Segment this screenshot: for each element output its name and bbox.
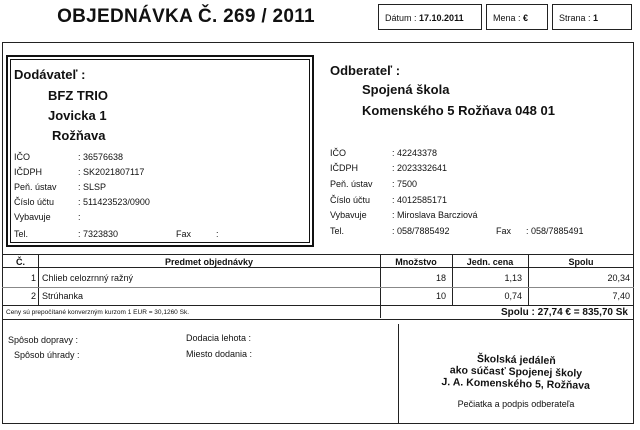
col-header-unit-price: Jedn. cena bbox=[466, 257, 514, 267]
buyer-name: Spojená škola bbox=[362, 82, 450, 97]
row-qty: 10 bbox=[435, 291, 446, 301]
buyer-tel-value: : 058/7885492 bbox=[392, 226, 450, 236]
signature-label: Pečiatka a podpis odberateľa bbox=[457, 399, 575, 409]
supplier-inner-border bbox=[10, 59, 310, 243]
buyer-heading: Odberateľ : bbox=[330, 63, 401, 78]
signature-divider bbox=[398, 324, 399, 424]
date-label: Dátum : bbox=[385, 13, 417, 23]
table-top-line bbox=[2, 254, 634, 255]
row-item: Chlieb celozrnný ražný bbox=[42, 273, 134, 283]
delivery-place-label: Miesto dodania : bbox=[186, 349, 253, 359]
supplier-tel-label: Tel. bbox=[14, 229, 29, 239]
supplier-bank-label: Peň. ústav bbox=[14, 182, 57, 192]
buyer-bank-value: : 7500 bbox=[392, 179, 418, 189]
buyer-icdph-label: IČDPH bbox=[330, 163, 359, 173]
stamp-line-2: ako súčasť Spojenej školy bbox=[449, 364, 583, 380]
row-qty: 18 bbox=[435, 273, 446, 283]
stamp-line-3: J. A. Komenského 5, Rožňava bbox=[441, 376, 591, 392]
supplier-icdph-value: : SK2021807117 bbox=[78, 167, 145, 177]
page-value: 1 bbox=[593, 13, 599, 23]
col-header-qty: Množstvo bbox=[395, 257, 437, 267]
supplier-account-value: : 511423523/0900 bbox=[78, 197, 150, 207]
supplier-ico-label: IČO bbox=[14, 152, 31, 162]
school-stamp bbox=[402, 351, 631, 393]
stamp-line-1: Školská jedáleň bbox=[476, 352, 556, 368]
supplier-bank-value: : SLSP bbox=[78, 182, 107, 192]
buyer-icdph-value: : 2023332641 bbox=[392, 163, 448, 173]
supplier-icdph-label: IČDPH bbox=[14, 167, 43, 177]
exchange-rate-note: Ceny sú prepočítané konverzným kurzom 1 EUR = 30,1260 Sk. bbox=[6, 309, 189, 316]
supplier-street: Jovicka 1 bbox=[48, 108, 107, 123]
supplier-contact-value: : bbox=[78, 212, 81, 222]
currency-box bbox=[486, 4, 548, 30]
delivery-deadline-label: Dodacia lehota : bbox=[186, 333, 252, 343]
currency-value: € bbox=[523, 13, 529, 23]
row-number: 1 bbox=[30, 273, 36, 283]
supplier-fax-value: : bbox=[216, 229, 219, 239]
row-item: Strúhanka bbox=[42, 291, 84, 301]
buyer-address: Komenského 5 Rožňava 048 01 bbox=[362, 103, 555, 118]
row-total: 7,40 bbox=[612, 291, 630, 301]
buyer-fax-value: : 058/7885491 bbox=[526, 226, 584, 236]
delivery-method-label: Spôsob dopravy : bbox=[8, 335, 79, 345]
table-row bbox=[2, 270, 634, 286]
payment-method-label: Spôsob úhrady : bbox=[14, 350, 80, 360]
buyer-fax-label: Fax bbox=[496, 226, 512, 236]
sum-divider bbox=[2, 319, 634, 320]
row-unit-price: 1,13 bbox=[504, 273, 522, 283]
currency-label: Mena : bbox=[493, 13, 521, 23]
supplier-name: BFZ TRIO bbox=[48, 88, 108, 103]
row-total: 20,34 bbox=[607, 273, 630, 283]
col-header-no: Č. bbox=[16, 257, 25, 267]
table-row bbox=[2, 288, 634, 304]
buyer-account-value: : 4012585171 bbox=[392, 195, 448, 205]
supplier-contact-label: Vybavuje bbox=[14, 212, 51, 222]
supplier-ico-value: : 36576638 bbox=[78, 152, 124, 162]
table-bottom-line bbox=[2, 305, 634, 306]
page-label: Strana : bbox=[559, 13, 591, 23]
supplier-city: Rožňava bbox=[52, 128, 106, 143]
buyer-contact-label: Vybavuje bbox=[330, 210, 367, 220]
date-box bbox=[378, 4, 482, 30]
date-value: 17.10.2011 bbox=[419, 13, 464, 23]
buyer-tel-label: Tel. bbox=[330, 226, 345, 236]
order-sum: Spolu : 27,74 € = 835,70 Sk bbox=[500, 307, 628, 318]
page-box bbox=[552, 4, 632, 30]
document-title: OBJEDNÁVKA Č. 269 / 2011 bbox=[57, 6, 315, 27]
col-header-total: Spolu bbox=[568, 257, 594, 267]
buyer-bank-label: Peň. ústav bbox=[330, 179, 373, 189]
supplier-account-label: Číslo účtu bbox=[14, 197, 55, 207]
buyer-ico-value: : 42243378 bbox=[392, 148, 438, 158]
row-number: 2 bbox=[30, 291, 36, 301]
supplier-fax-label: Fax bbox=[176, 229, 192, 239]
supplier-heading: Dodávateľ : bbox=[14, 67, 86, 82]
buyer-ico-label: IČO bbox=[330, 148, 347, 158]
supplier-tel-value: : 7323830 bbox=[78, 229, 119, 239]
table-header-line bbox=[2, 267, 634, 268]
buyer-contact-value: : Miroslava Barcziová bbox=[392, 210, 478, 220]
buyer-account-label: Číslo účtu bbox=[330, 195, 371, 205]
row-unit-price: 0,74 bbox=[504, 291, 522, 301]
col-header-item: Predmet objednávky bbox=[164, 257, 254, 267]
